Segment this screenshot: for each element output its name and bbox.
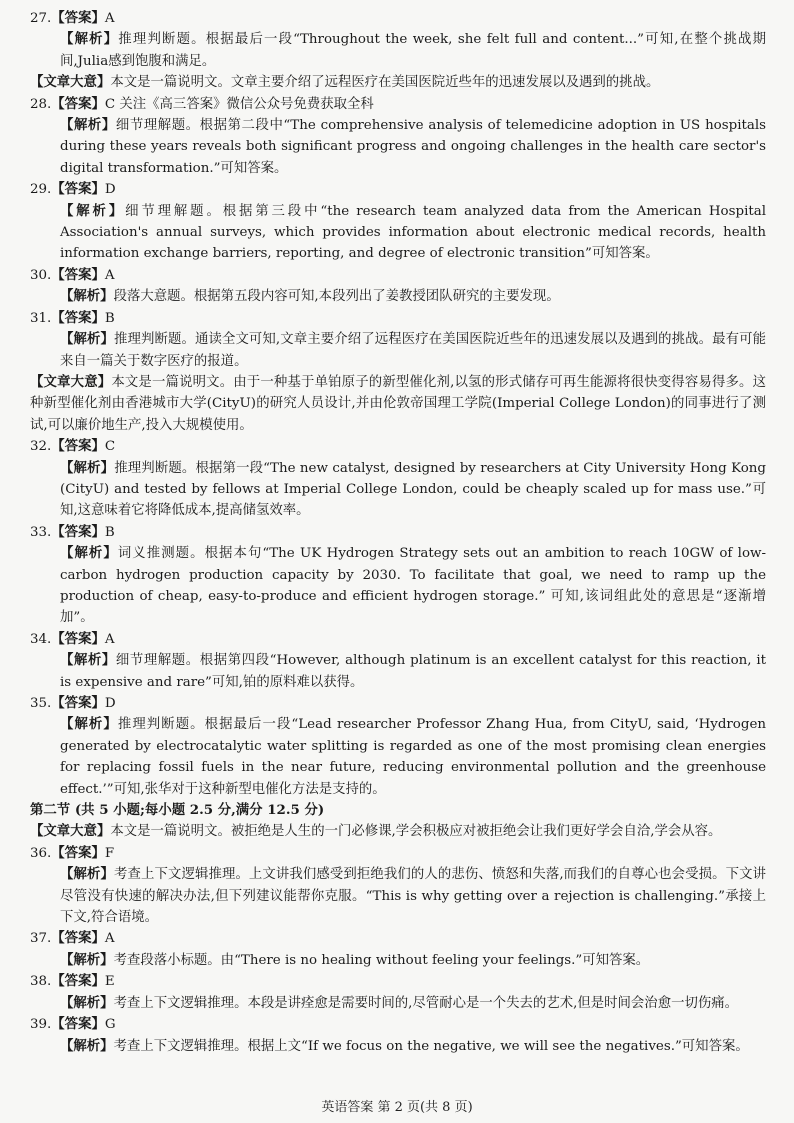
item-8: 【解析】段落大意题。根据第五段内容可知,本段列出了姜教授团队研究的主要发现。 <box>60 288 560 305</box>
item-18: 35.【答案】D <box>30 695 116 711</box>
page-footer: 英语答案 第 2 页(共 8 页) <box>321 1100 473 1115</box>
item-7: 30.【答案】A <box>30 266 115 283</box>
item-24: 37.【答案】A <box>30 930 115 947</box>
item-19: 【解析】推理判断题。根据最后一段“Lead researcher Professor Zhang Hua, from CityU, said, ‘Hydrogen generated by electrocatalytic water splitting is regarded as one of the most promising clean energies for replacing fossil fuels in the near future, reducing environmental pollution and the greenhouse effect.’”可知,张华对于这种新型电催化方法是支持的。 <box>60 716 766 797</box>
item-10: 【解析】推理判断题。通读全文可知,文章主要介绍了远程医疗在美国医院近些年的迅速发展以及遇到的挑战。最有可能来自一篇关于数字医疗的报道。 <box>60 331 766 369</box>
item-17: 【解析】细节理解题。根据第四段“However, although platinum is an excellent catalyst for this reaction, it is expensive and rare”可知,铂的原料难以获得。 <box>60 652 767 690</box>
item-26: 38.【答案】E <box>30 973 115 990</box>
item-14: 33.【答案】B <box>30 523 115 540</box>
section-heading: 第二节 (共 5 小题;每小题 2.5 分,满分 12.5 分) <box>30 802 325 819</box>
item-23: 【解析】考查上下文逻辑推理。上文讲我们感受到拒绝我们的人的悲伤、愤怒和失落,而我们的自尊心也会受损。下文讲尽管没有快速的解决办法,但下列建议能帮你克服。“This is why getting over a rejection is challenging.”承接上下文,符合语境。 <box>60 866 766 926</box>
item-0: 27.【答案】A <box>30 10 115 26</box>
item-28: 39.【答案】G <box>30 1016 116 1033</box>
item-15: 【解析】词义推测题。根据本句“The UK Hydrogen Strategy sets out an ambition to reach 10GW of low-carbon hydrogen production capacity by 2030. To facilitate that goal, we need to ramp up the production of cheap, easy-to-produce and efficient hydrogen storage.” 可知,该词组此处的意思是“逐渐增加”。 <box>60 545 766 626</box>
item-27: 【解析】考查上下文逻辑推理。本段是讲痊愈是需要时间的,尽管耐心是一个失去的艺术,但是时间会治愈一切伤痛。 <box>60 994 739 1011</box>
item-1: 【解析】推理判断题。根据最后一段“Throughout the week, she felt full and content...”可知,在整个挑战期间,Julia感到饱腹和满足。 <box>60 31 766 69</box>
item-4: 【解析】细节理解题。根据第二段中“The comprehensive analysis of telemedicine adoption in US hospitals during these years reveals both significant progress and ongoing challenges in the health care sector's digital transformation.”可知答案。 <box>60 117 766 176</box>
item-29: 【解析】考查上下文逻辑推理。根据上文“If we focus on the negative, we will see the negatives.”可知答案。 <box>60 1037 749 1054</box>
item-21: 【文章大意】本文是一篇说明文。被拒绝是人生的一门必修课,学会积极应对被拒绝会让我们更好学会自洽,学会从容。 <box>30 823 722 840</box>
item-13: 【解析】推理判断题。根据第一段“The new catalyst, designed by researchers at City University Hong Kong (CityU) and tested by fellows at Imperial College London, could be cheaply scaled up for mass use.”可知,这意味着它将降低成本,提高储氢效率。 <box>60 459 766 519</box>
answer-page <box>30 8 766 1057</box>
item-16: 34.【答案】A <box>30 630 115 647</box>
item-11: 【文章大意】本文是一篇说明文。由于一种基于单铂原子的新型催化剂,以氢的形式储存可再生能源将很快变得容易得多。这种新型催化剂由香港城市大学(CityU)的研究人员设计,并由伦敦帝国理工学院(Imperial College London)的同事进行了测试,可以廉价地生产,投入大规模使用。 <box>30 373 766 433</box>
item-9: 31.【答案】B <box>30 309 115 326</box>
item-12: 32.【答案】C <box>30 438 116 455</box>
item-25: 【解析】考查段落小标题。由“There is no healing without feeling your feelings.”可知答案。 <box>60 951 650 968</box>
item-6: 【解析】细节理解题。根据第三段中“the research team analyzed data from the American Hospital Association's annual surveys, which provides information about electronic medical records, health information exchange barriers, reporting, and degree of electronic transition”可知答案。 <box>60 202 766 262</box>
item-5: 29.【答案】D <box>30 181 116 198</box>
item-3: 28.【答案】C 关注《高三答案》微信公众号免费获取全科 <box>30 95 374 112</box>
item-2: 【文章大意】本文是一篇说明文。文章主要介绍了远程医疗在美国医院近些年的迅速发展以及遇到的挑战。 <box>30 74 660 91</box>
item-22: 36.【答案】F <box>30 844 115 861</box>
